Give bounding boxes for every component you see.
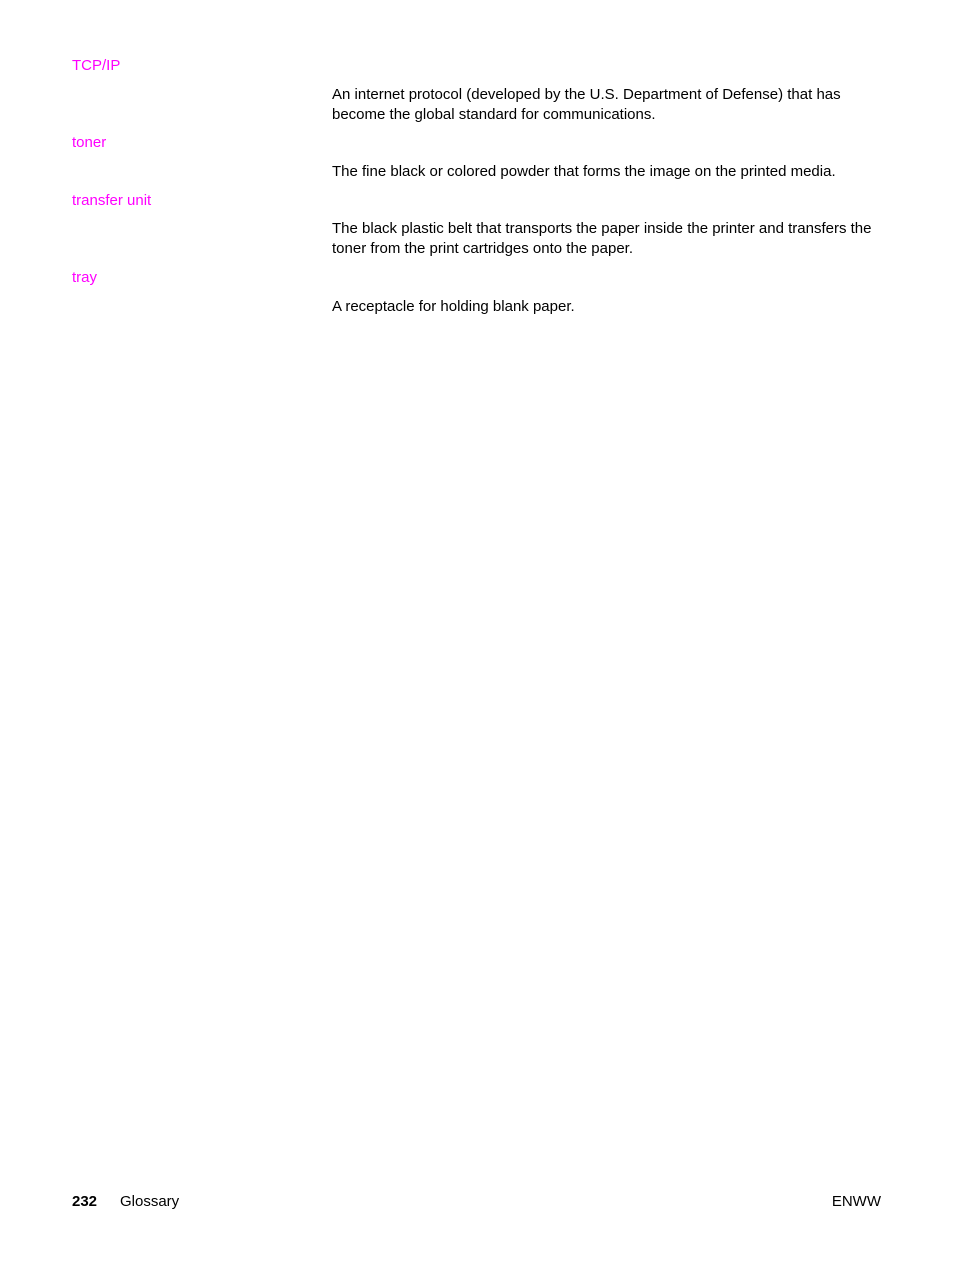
glossary-term-toner[interactable]: toner [72, 134, 107, 151]
glossary-term-tray[interactable]: tray [72, 269, 98, 286]
footer-locale-code: ENWW [831, 1193, 881, 1210]
glossary-term-tcp-ip[interactable]: TCP/IP [72, 57, 121, 74]
footer-section-title: Glossary [120, 1193, 180, 1210]
page-number: 232 [72, 1193, 98, 1210]
glossary-definition-toner: The fine black or colored powder that forms the image on the printed media. [332, 163, 836, 180]
glossary-definition-tcp-ip: An internet protocol (developed by the U.S. Department of Defense) that has become the global standard for communications. [332, 86, 841, 123]
glossary-definition-transfer-unit: The black plastic belt that transports the paper inside the printer and transfers the toner from the print cartridges onto the paper. [332, 220, 872, 257]
glossary-term-transfer-unit[interactable]: transfer unit [72, 192, 152, 209]
glossary-definition-tray: A receptacle for holding blank paper. [332, 298, 575, 315]
